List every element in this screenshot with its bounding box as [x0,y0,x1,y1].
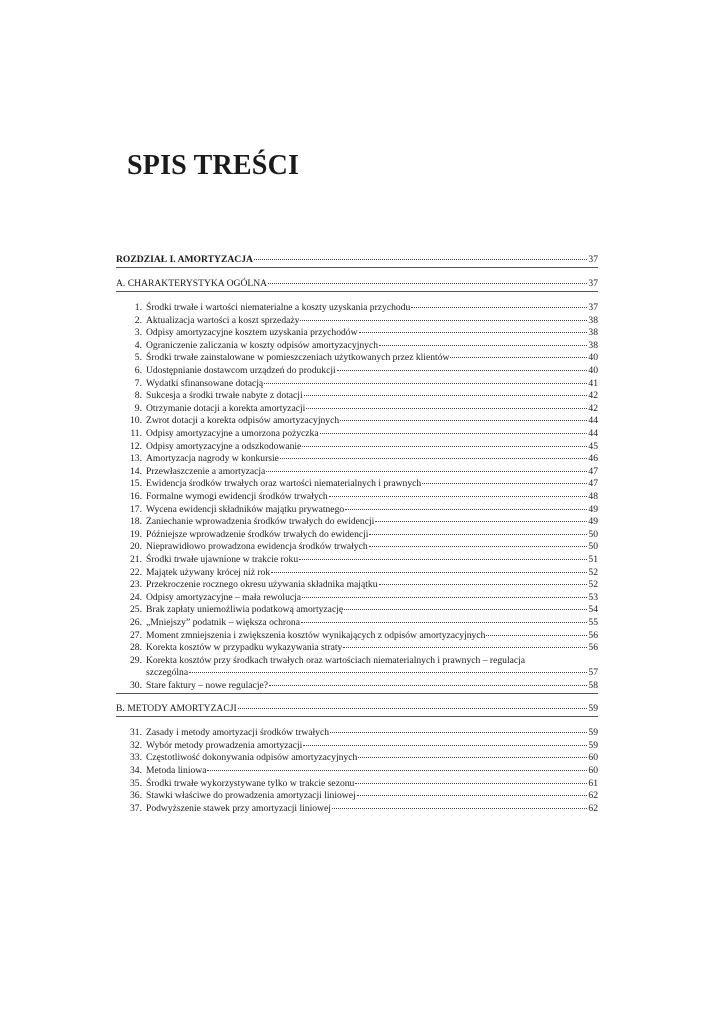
toc-entry-title: Ograniczenie zaliczania w koszty odpisów amortyzacyjnych [146,339,379,351]
toc-entry-title: Środki trwałe wykorzystywane tylko w trakcie sezonu [146,777,355,789]
toc-item-number: 33. [130,752,142,764]
toc-entry-title: Środki trwałe i wartości niematerialne a koszty uzyskania przychodu [146,302,411,313]
toc-entry-title: Nieprawidłowo prowadzona ewidencja środków trwałych [146,541,368,553]
toc-item[interactable] [116,528,598,541]
dot-leader [340,420,587,421]
toc-entry-title: Przekroczenie rocznego okresu używania składnika majątku [146,579,378,591]
toc-item-number: 36. [130,790,142,802]
toc-item[interactable] [116,789,598,802]
section-divider [116,291,598,292]
toc-page-number: 45 [588,440,598,452]
dot-leader [375,521,587,522]
toc-page-number: 60 [588,752,598,764]
toc-page-number: 50 [588,541,598,553]
toc-item[interactable] [116,465,598,478]
toc-item[interactable] [116,314,598,327]
toc-page-number: 53 [588,591,598,603]
toc-item-number: 23. [130,579,142,591]
toc-item[interactable] [116,477,598,490]
toc-item[interactable] [116,553,598,566]
toc-entry-title: Brak zapłaty uniemożliwia podatkową amortyzację [146,604,344,616]
dot-leader [329,496,588,497]
dot-leader [355,783,587,784]
toc-entry-title: Zasady i metody amortyzacji środków trwałych [146,727,330,739]
toc-item[interactable] [116,739,598,752]
toc-item[interactable] [116,591,598,604]
dot-leader [303,745,587,746]
toc-entry-title: Stawki właściwe do prowadzenia amortyzacji liniowej [146,790,356,802]
toc-item[interactable] [116,326,598,339]
toc-item-number: 18. [130,516,142,528]
dot-leader [302,446,587,447]
toc-page-number: 56 [588,642,598,654]
toc-page-number: 56 [588,629,598,641]
toc-item-number: 22. [130,566,142,578]
toc-entry-title: ROZDZIAŁ I. AMORTYZACJA [116,254,253,265]
toc-entry-title: Stare faktury – nowe regulacje? [146,680,268,691]
toc-item[interactable] [116,377,598,390]
dot-leader [450,357,587,358]
toc-item-number: 19. [130,528,142,540]
toc-entry-title: Korekta kosztów w przypadku wykazywania straty [146,642,343,654]
toc-entry-title: Środki trwałe ujawnione w trakcie roku [146,554,299,565]
toc-item-number: 24. [130,591,142,603]
section-divider [116,267,598,268]
toc-item[interactable] [116,777,598,790]
toc-item-number: 4. [134,339,142,351]
toc-page-number: 41 [588,377,598,389]
toc-item-number: 37. [130,802,142,814]
toc-entry-title: B. METODY AMORTYZACJI [116,703,237,715]
toc-item[interactable] [116,301,598,314]
toc-item-number: 10. [130,415,142,427]
dot-leader [300,320,587,321]
toc-entry-title: Zaniechanie wprowadzenia środków trwałych do ewidencji [146,516,375,528]
toc-page-number: 38 [588,314,598,326]
toc-item[interactable] [116,427,598,440]
toc-entry-title: Odpisy amortyzacyjne kosztem uzyskania przychodów [146,327,358,339]
toc-entry-title: Sukcesja a środki trwałe nabyte z dotacji [146,390,303,402]
toc-entry-title: Późniejsze wprowadzenie środków trwałych do ewidencji [146,528,369,540]
dot-leader [306,408,587,409]
dot-leader [266,471,587,472]
toc-item[interactable] [116,490,598,503]
toc-item-number: 9. [134,402,142,414]
toc-item-number: 20. [130,541,142,553]
toc-entry-title: Majątek używany krócej niż rok [146,566,271,578]
toc-page-number: 52 [588,566,598,578]
toc-section-heading[interactable] [116,702,598,715]
toc-page-number: 37 [588,254,598,265]
toc-item[interactable] [116,654,598,667]
dot-leader [238,708,588,709]
toc-item-number: 27. [130,629,142,641]
toc-entry-title: Zwrot dotacji a korekta odpisów amortyzacyjnych [146,415,340,427]
dot-leader [357,795,588,796]
toc-page-number: 50 [588,528,598,540]
toc-item[interactable] [116,802,598,815]
toc-item-number: 5. [134,352,142,364]
toc-item-number: 11. [130,428,142,439]
toc-page-number: 38 [588,327,598,339]
dot-leader [343,647,587,648]
toc-item[interactable] [116,364,598,377]
page-title: SPIS TREŚCI [127,150,300,181]
toc-item-number: 31. [130,727,142,739]
toc-item-number: 8. [134,390,142,402]
toc-page-number: 49 [588,516,598,528]
dot-leader [254,259,587,260]
toc-item[interactable] [116,751,598,764]
toc-item[interactable] [116,764,598,777]
dot-leader [359,332,588,333]
toc-item-number: 26. [130,617,142,628]
toc-entry-title: Środki trwałe zainstalowane w pomieszczeniach użytkowanych przez klientów [146,352,450,364]
dot-leader [369,534,587,535]
toc-entry-title: Udostępnianie dostawcom urządzeń do produkcji [146,365,336,376]
toc-item-number: 1. [134,302,142,313]
dot-leader [422,483,587,484]
toc-page-number: 38 [588,339,598,351]
toc-entry-title: szczególna [146,667,189,679]
toc-page-number: 37 [588,278,598,289]
toc-item[interactable] [116,515,598,528]
toc-item[interactable] [116,440,598,453]
toc-page-number: 40 [588,365,598,376]
toc-item-number: 14. [130,465,142,477]
toc-page-number: 47 [588,478,598,490]
toc-item-number: 7. [134,377,142,389]
toc-entry-title: Otrzymanie dotacji a korekta amortyzacji [146,402,306,414]
toc-item[interactable] [116,629,598,642]
toc-item-number: 16. [130,491,142,502]
toc-item-number: 12. [130,440,142,452]
toc-item-number: 15. [130,478,142,490]
toc-item[interactable] [116,389,598,402]
dot-leader [358,757,587,758]
toc-page-number: 42 [588,402,598,414]
toc-item[interactable] [116,540,598,553]
dot-leader [301,622,587,623]
toc-entry-title: „Mniejszy” podatnik – większa ochrona [146,617,300,628]
toc-item-number: 17. [130,503,142,515]
toc-chapter-heading[interactable] [116,253,598,266]
dot-leader [379,345,587,346]
toc-entry-title: Częstotliwość dokonywania odpisów amortyzacyjnych [146,752,358,764]
dot-leader [332,808,588,809]
dot-leader [299,559,587,560]
toc-page-number: 37 [588,302,598,313]
toc-page-number: 54 [588,604,598,616]
toc-item-number: 35. [130,777,142,789]
dot-leader [302,597,587,598]
toc-item[interactable] [116,414,598,427]
toc-entry-title: Odpisy amortyzacyjne – mała rewolucja [146,591,302,603]
toc-item[interactable] [116,402,598,415]
toc-entry-title: Wydatki sfinansowane dotacją [146,377,264,389]
toc-entry-title: Przewłaszczenie a amortyzacja [146,465,266,477]
section-divider [116,693,598,694]
dot-leader [280,458,587,459]
dot-leader [411,307,587,308]
dot-leader [207,770,587,771]
toc-item-number: 21. [130,554,142,565]
toc-item[interactable] [116,339,598,352]
dot-leader [345,509,587,510]
dot-leader [320,433,588,434]
toc-entry-title: Metoda liniowa [146,764,207,776]
toc-section-heading[interactable] [116,277,598,290]
toc-page-number: 42 [588,390,598,402]
toc-page-number: 62 [588,790,598,802]
toc-item[interactable] [116,603,598,616]
toc-page-number: 49 [588,503,598,515]
dot-leader [337,370,588,371]
toc-item-number: 3. [134,327,142,339]
dot-leader [379,584,588,585]
toc-entry-title: Korekta kosztów przy środkach trwałych oraz wartościach niematerialnych i prawnych – regulacja [146,654,526,666]
toc-entry-title: Wybór metody prowadzenia amortyzacji [146,739,303,751]
toc-item-number: 28. [130,642,142,654]
toc-page-number: 57 [588,667,598,679]
toc-page-number: 48 [588,491,598,502]
toc-page-number: 61 [588,777,598,789]
toc-entry-title: Moment zmniejszenia i zwiększenia kosztów wynikających z odpisów amortyzacyjnych [146,629,486,641]
toc-item-number: 13. [130,453,142,465]
dot-leader [304,395,588,396]
dot-leader [264,383,587,384]
toc-item-number: 34. [130,764,142,776]
toc-item-number: 2. [134,314,142,326]
dot-leader [269,685,587,686]
toc-page-number: 59 [588,727,598,739]
toc-entry-title: Wycena ewidencji składników majątku prywatnego [146,503,345,515]
toc-item-number: 32. [130,739,142,751]
toc-page-number: 62 [588,802,598,814]
toc-page-number: 52 [588,579,598,591]
toc-page-number: 59 [588,703,598,715]
toc-item-number: 6. [134,365,142,376]
toc-entry-title: A. CHARAKTERYSTYKA OGÓLNA [116,278,268,289]
dot-leader [369,546,588,547]
toc-item[interactable] [116,641,598,654]
toc-page-number: 46 [588,453,598,465]
dot-leader [268,283,587,284]
toc-entry-title: Ewidencja środków trwałych oraz wartości niematerialnych i prawnych [146,478,422,490]
toc-page-number: 60 [588,764,598,776]
toc-entry-title: Amortyzacja nagrody w konkursie [146,453,279,465]
section-divider [116,716,598,717]
toc-entry-title: Odpisy amortyzacyjne a odszkodowanie [146,440,302,452]
toc-page-number: 58 [588,680,598,691]
dot-leader [330,732,587,733]
toc-page-number: 44 [588,428,598,439]
toc-entry-title: Odpisy amortyzacyjne a umorzona pożyczka [146,428,319,439]
toc-entry-title: Podwyższenie stawek przy amortyzacji liniowej [146,802,331,814]
toc-page-number: 47 [588,465,598,477]
toc-item[interactable] [116,566,598,579]
dot-leader [271,572,587,573]
toc-entry-title: Formalne wymogi ewidencji środków trwałych [146,491,328,502]
toc-page-number: 59 [588,739,598,751]
toc-page-number: 44 [588,415,598,427]
toc-item-continuation[interactable] [116,666,598,679]
toc-item-number: 30. [130,680,142,691]
toc-page-number: 40 [588,352,598,364]
dot-leader [486,635,587,636]
dot-leader [189,672,587,673]
toc-item-number: 29. [130,654,142,666]
toc-page-number: 55 [588,617,598,628]
toc-item[interactable] [116,726,598,739]
toc-item[interactable] [116,616,598,629]
toc-item[interactable] [116,503,598,516]
toc-item[interactable] [116,679,598,692]
toc-item[interactable] [116,351,598,364]
toc-entry-title: Aktualizacja wartości a koszt sprzedaży [146,314,300,326]
toc-item[interactable] [116,578,598,591]
toc-page-number: 51 [588,554,598,565]
toc-item-number: 25. [130,604,142,616]
toc-item[interactable] [116,452,598,465]
dot-leader [344,609,587,610]
